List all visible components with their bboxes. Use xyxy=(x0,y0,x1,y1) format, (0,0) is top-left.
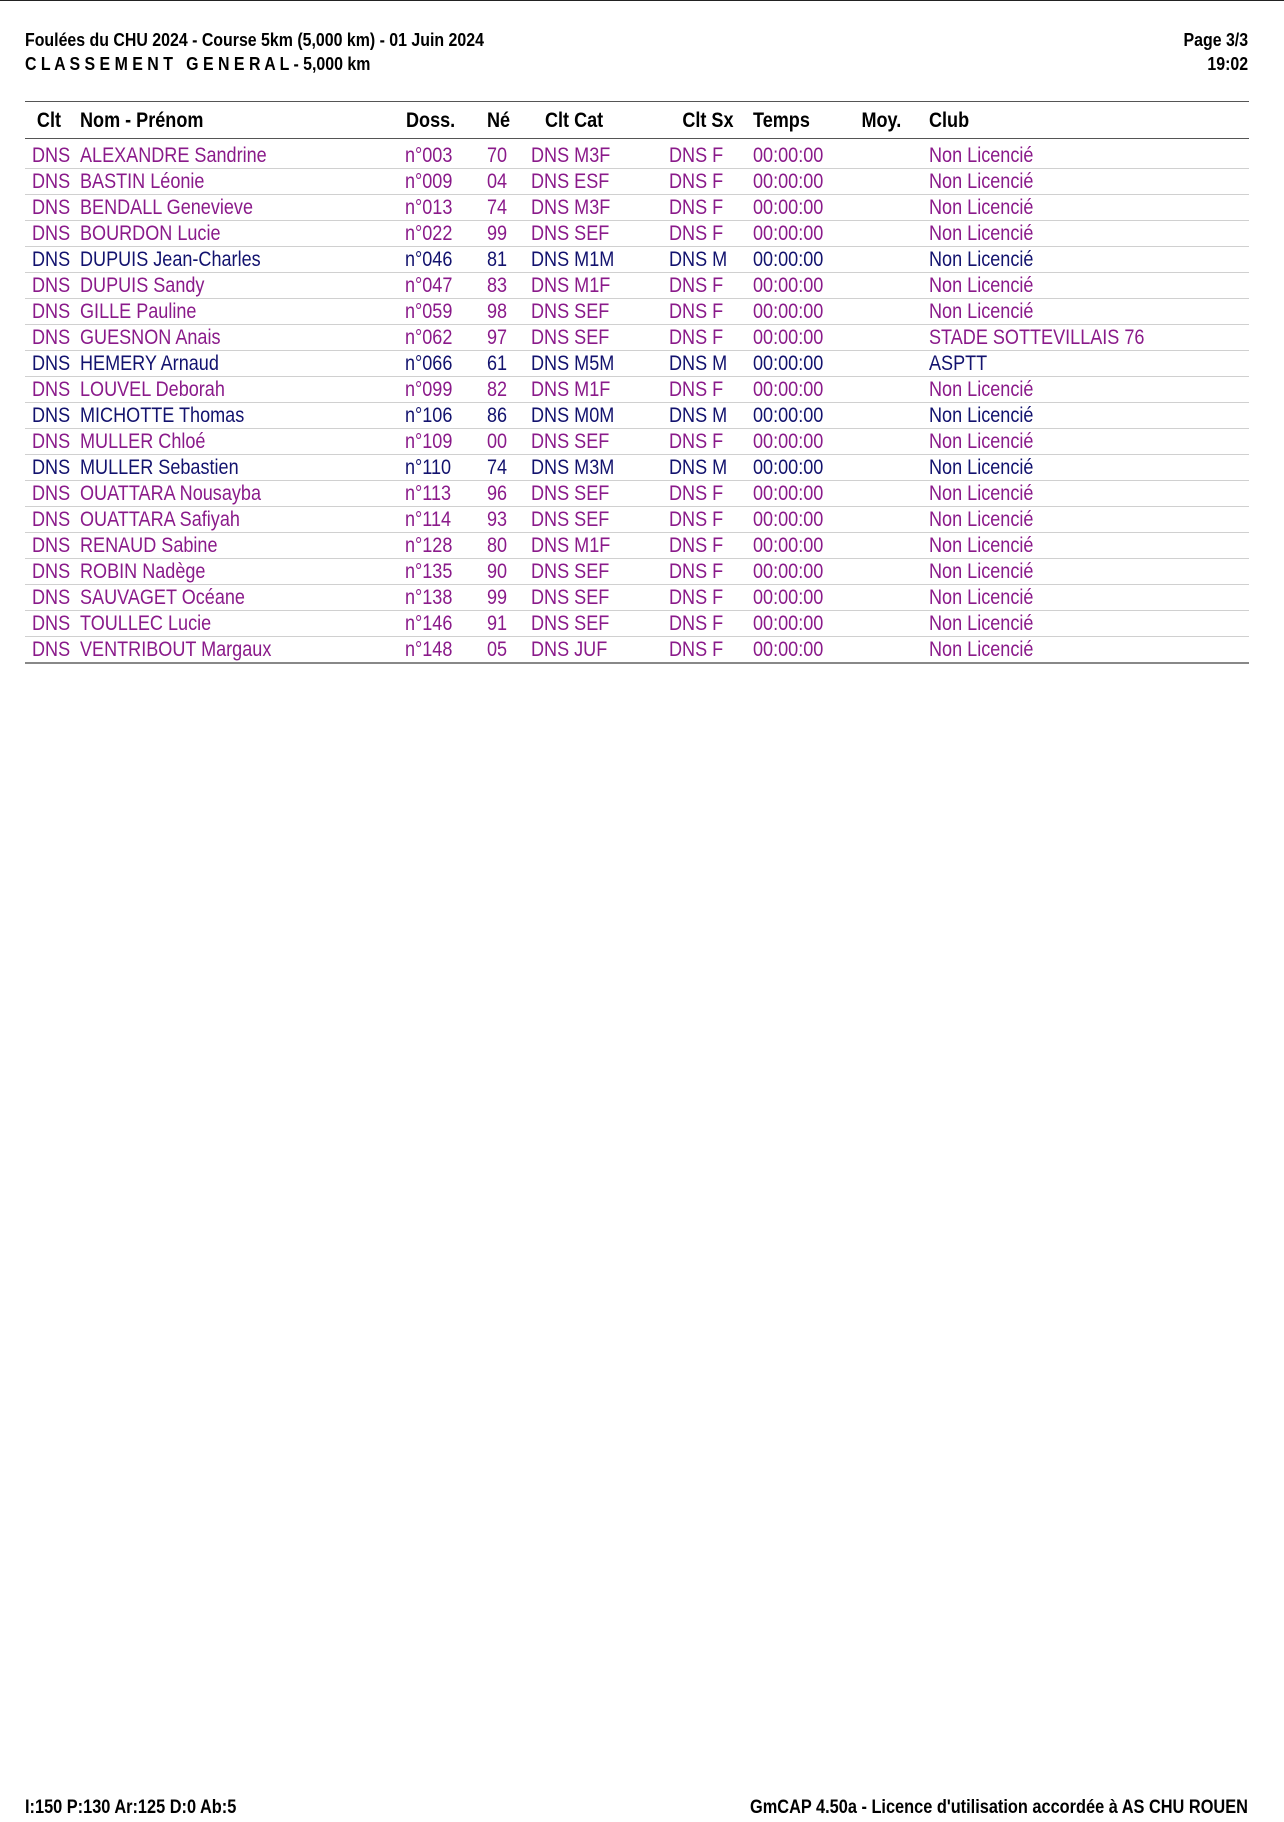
cell-doss: n°128 xyxy=(405,534,453,557)
cell-cltcat: DNS M1F xyxy=(531,378,611,401)
cell-club: Non Licencié xyxy=(929,378,1034,401)
cell-club: Non Licencié xyxy=(929,300,1034,323)
cell-cltcat: DNS SEF xyxy=(531,482,610,505)
cell-doss: n°148 xyxy=(405,638,453,661)
cell-cltcat: DNS M0M xyxy=(531,404,615,427)
cell-doss: n°046 xyxy=(405,248,453,271)
cell-cltsx: DNS F xyxy=(669,274,724,297)
table-row xyxy=(25,559,1249,585)
cell-nom: LOUVEL Deborah xyxy=(80,378,225,401)
cell-cltcat: DNS SEF xyxy=(531,300,610,323)
table-row xyxy=(25,169,1249,195)
table-row xyxy=(25,247,1249,273)
cell-cltcat: DNS SEF xyxy=(531,326,610,349)
page-number: Page 3/3 xyxy=(1183,29,1248,50)
cell-doss: n°066 xyxy=(405,352,453,375)
table-row xyxy=(25,403,1249,429)
cell-nom: MICHOTTE Thomas xyxy=(80,404,245,427)
cell-club: Non Licencié xyxy=(929,534,1034,557)
table-row xyxy=(25,299,1249,325)
cell-ne: 99 xyxy=(487,586,508,609)
cell-clt: DNS xyxy=(32,378,71,401)
cell-clt: DNS xyxy=(32,248,71,271)
cell-clt: DNS xyxy=(32,586,71,609)
cell-cltsx: DNS M xyxy=(669,248,728,271)
cell-temps: 00:00:00 xyxy=(753,560,824,583)
col-header-doss: Doss. xyxy=(406,109,456,132)
cell-nom: VENTRIBOUT Margaux xyxy=(80,638,272,661)
cell-ne: 80 xyxy=(487,534,508,557)
col-header-moy: Moy. xyxy=(861,109,901,132)
cell-cltcat: DNS M1M xyxy=(531,248,615,271)
table-row xyxy=(25,455,1249,481)
cell-temps: 00:00:00 xyxy=(753,274,824,297)
cell-clt: DNS xyxy=(32,170,71,193)
cell-nom: SAUVAGET Océane xyxy=(80,586,245,609)
cell-nom: GILLE Pauline xyxy=(80,300,197,323)
cell-cltcat: DNS SEF xyxy=(531,508,610,531)
table-row xyxy=(25,195,1249,221)
table-row xyxy=(25,377,1249,403)
cell-clt: DNS xyxy=(32,534,71,557)
cell-cltsx: DNS F xyxy=(669,144,724,167)
cell-cltsx: DNS F xyxy=(669,196,724,219)
cell-cltcat: DNS M3F xyxy=(531,196,611,219)
col-header-temps: Temps xyxy=(753,109,810,132)
cell-nom: BASTIN Léonie xyxy=(80,170,205,193)
cell-nom: MULLER Chloé xyxy=(80,430,206,453)
cell-cltsx: DNS F xyxy=(669,612,724,635)
header-left xyxy=(25,28,559,76)
cell-nom: ALEXANDRE Sandrine xyxy=(80,144,267,167)
cell-cltcat: DNS M3F xyxy=(531,144,611,167)
cell-club: Non Licencié xyxy=(929,586,1034,609)
cell-nom: BENDALL Genevieve xyxy=(80,196,254,219)
cell-ne: 86 xyxy=(487,404,508,427)
cell-club: STADE SOTTEVILLAIS 76 xyxy=(929,326,1145,349)
cell-clt: DNS xyxy=(32,196,71,219)
cell-doss: n°009 xyxy=(405,170,453,193)
footer-stats: I:150 P:130 Ar:125 D:0 Ab:5 xyxy=(25,1797,237,1818)
cell-ne: 99 xyxy=(487,222,508,245)
results-table xyxy=(25,143,1249,664)
page-subtitle: C L A S S E M E N T G E N E R A L - 5,000 km xyxy=(25,53,371,74)
cell-ne: 91 xyxy=(487,612,508,635)
cell-doss: n°059 xyxy=(405,300,453,323)
table-row xyxy=(25,507,1249,533)
cell-cltcat: DNS M1F xyxy=(531,534,611,557)
cell-doss: n°138 xyxy=(405,586,453,609)
cell-club: Non Licencié xyxy=(929,248,1034,271)
cell-temps: 00:00:00 xyxy=(753,586,824,609)
cell-cltsx: DNS M xyxy=(669,456,728,479)
cell-cltsx: DNS F xyxy=(669,222,724,245)
cell-temps: 00:00:00 xyxy=(753,170,824,193)
cell-clt: DNS xyxy=(32,508,71,531)
footer-license: GmCAP 4.50a - Licence d'utilisation accordée à AS CHU ROUEN xyxy=(750,1797,1248,1818)
cell-ne: 98 xyxy=(487,300,508,323)
cell-cltcat: DNS SEF xyxy=(531,430,610,453)
cell-cltsx: DNS F xyxy=(669,638,724,661)
cell-doss: n°047 xyxy=(405,274,453,297)
cell-nom: MULLER Sebastien xyxy=(80,456,239,479)
cell-ne: 04 xyxy=(487,170,508,193)
table-row xyxy=(25,611,1249,637)
cell-nom: RENAUD Sabine xyxy=(80,534,218,557)
cell-temps: 00:00:00 xyxy=(753,300,824,323)
cell-temps: 00:00:00 xyxy=(753,404,824,427)
table-row xyxy=(25,273,1249,299)
cell-ne: 00 xyxy=(487,430,508,453)
cell-temps: 00:00:00 xyxy=(753,248,824,271)
cell-nom: OUATTARA Safiyah xyxy=(80,508,240,531)
cell-ne: 82 xyxy=(487,378,508,401)
cell-clt: DNS xyxy=(32,560,71,583)
cell-cltcat: DNS SEF xyxy=(531,560,610,583)
cell-clt: DNS xyxy=(32,430,71,453)
cell-ne: 81 xyxy=(487,248,508,271)
cell-doss: n°114 xyxy=(405,508,452,531)
cell-cltcat: DNS SEF xyxy=(531,586,610,609)
cell-club: Non Licencié xyxy=(929,274,1034,297)
cell-club: Non Licencié xyxy=(929,170,1034,193)
cell-nom: HEMERY Arnaud xyxy=(80,352,219,375)
cell-doss: n°062 xyxy=(405,326,453,349)
page-title: Foulées du CHU 2024 - Course 5km (5,000 km) - 01 Juin 2024 xyxy=(25,29,484,50)
cell-club: Non Licencié xyxy=(929,144,1034,167)
table-row xyxy=(25,325,1249,351)
cell-temps: 00:00:00 xyxy=(753,378,824,401)
cell-doss: n°110 xyxy=(405,456,452,479)
cell-club: Non Licencié xyxy=(929,560,1034,583)
cell-cltsx: DNS M xyxy=(669,404,728,427)
table-row xyxy=(25,585,1249,611)
col-header-clt: Clt xyxy=(36,109,61,132)
cell-clt: DNS xyxy=(32,144,71,167)
cell-ne: 93 xyxy=(487,508,508,531)
cell-club: ASPTT xyxy=(929,352,988,375)
table-row xyxy=(25,429,1249,455)
cell-club: Non Licencié xyxy=(929,638,1034,661)
cell-temps: 00:00:00 xyxy=(753,326,824,349)
cell-clt: DNS xyxy=(32,326,71,349)
table-row xyxy=(25,533,1249,559)
cell-cltcat: DNS M5M xyxy=(531,352,615,375)
col-header-nom: Nom - Prénom xyxy=(80,109,204,132)
cell-doss: n°146 xyxy=(405,612,453,635)
cell-ne: 70 xyxy=(487,144,508,167)
cell-cltsx: DNS F xyxy=(669,170,724,193)
cell-temps: 00:00:00 xyxy=(753,456,824,479)
cell-clt: DNS xyxy=(32,352,71,375)
col-header-cltcat: Clt Cat xyxy=(545,109,604,132)
col-header-club: Club xyxy=(929,109,970,132)
cell-clt: DNS xyxy=(32,612,71,635)
cell-club: Non Licencié xyxy=(929,404,1034,427)
cell-cltsx: DNS F xyxy=(669,560,724,583)
cell-ne: 74 xyxy=(487,196,508,219)
table-row xyxy=(25,637,1249,664)
cell-temps: 00:00:00 xyxy=(753,482,824,505)
cell-ne: 96 xyxy=(487,482,508,505)
cell-cltcat: DNS M3M xyxy=(531,456,615,479)
table-row xyxy=(25,351,1249,377)
cell-cltcat: DNS SEF xyxy=(531,612,610,635)
cell-doss: n°106 xyxy=(405,404,453,427)
cell-club: Non Licencié xyxy=(929,456,1034,479)
table-row xyxy=(25,481,1249,507)
cell-cltsx: DNS F xyxy=(669,482,724,505)
cell-doss: n°003 xyxy=(405,144,453,167)
cell-nom: ROBIN Nadège xyxy=(80,560,206,583)
cell-cltsx: DNS M xyxy=(669,352,728,375)
cell-club: Non Licencié xyxy=(929,222,1034,245)
cell-cltsx: DNS F xyxy=(669,586,724,609)
cell-clt: DNS xyxy=(32,222,71,245)
cell-temps: 00:00:00 xyxy=(753,352,824,375)
cell-temps: 00:00:00 xyxy=(753,534,824,557)
table-row xyxy=(25,143,1249,169)
cell-nom: GUESNON Anais xyxy=(80,326,221,349)
col-header-ne: Né xyxy=(487,109,511,132)
cell-nom: DUPUIS Sandy xyxy=(80,274,205,297)
cell-temps: 00:00:00 xyxy=(753,638,824,661)
cell-ne: 97 xyxy=(487,326,508,349)
cell-doss: n°099 xyxy=(405,378,453,401)
print-time: 19:02 xyxy=(1207,53,1248,74)
cell-clt: DNS xyxy=(32,482,71,505)
cell-cltsx: DNS F xyxy=(669,430,724,453)
cell-cltsx: DNS F xyxy=(669,378,724,401)
cell-cltcat: DNS M1F xyxy=(531,274,611,297)
cell-clt: DNS xyxy=(32,300,71,323)
cell-temps: 00:00:00 xyxy=(753,222,824,245)
cell-doss: n°013 xyxy=(405,196,453,219)
cell-cltsx: DNS F xyxy=(669,508,724,531)
cell-nom: BOURDON Lucie xyxy=(80,222,221,245)
cell-club: Non Licencié xyxy=(929,196,1034,219)
cell-club: Non Licencié xyxy=(929,508,1034,531)
cell-doss: n°109 xyxy=(405,430,453,453)
cell-club: Non Licencié xyxy=(929,612,1034,635)
col-header-cltsx: Clt Sx xyxy=(682,109,734,132)
cell-temps: 00:00:00 xyxy=(753,508,824,531)
cell-clt: DNS xyxy=(32,638,71,661)
cell-clt: DNS xyxy=(32,274,71,297)
header-right xyxy=(1173,28,1248,76)
cell-nom: OUATTARA Nousayba xyxy=(80,482,262,505)
cell-temps: 00:00:00 xyxy=(753,612,824,635)
cell-clt: DNS xyxy=(32,404,71,427)
cell-cltsx: DNS F xyxy=(669,534,724,557)
cell-ne: 90 xyxy=(487,560,508,583)
cell-temps: 00:00:00 xyxy=(753,430,824,453)
cell-doss: n°113 xyxy=(405,482,452,505)
cell-clt: DNS xyxy=(32,456,71,479)
cell-club: Non Licencié xyxy=(929,430,1034,453)
cell-temps: 00:00:00 xyxy=(753,144,824,167)
table-top-rule xyxy=(25,101,1249,102)
cell-ne: 83 xyxy=(487,274,508,297)
page-header xyxy=(25,28,1248,78)
cell-ne: 61 xyxy=(487,352,508,375)
cell-ne: 74 xyxy=(487,456,508,479)
cell-temps: 00:00:00 xyxy=(753,196,824,219)
cell-cltsx: DNS F xyxy=(669,326,724,349)
cell-cltcat: DNS JUF xyxy=(531,638,608,661)
cell-doss: n°135 xyxy=(405,560,453,583)
table-row xyxy=(25,221,1249,247)
top-border-line xyxy=(0,0,1284,1)
cell-cltcat: DNS SEF xyxy=(531,222,610,245)
cell-doss: n°022 xyxy=(405,222,453,245)
cell-cltcat: DNS ESF xyxy=(531,170,610,193)
cell-nom: DUPUIS Jean-Charles xyxy=(80,248,261,271)
cell-ne: 05 xyxy=(487,638,508,661)
table-header-rule xyxy=(25,138,1249,139)
cell-club: Non Licencié xyxy=(929,482,1034,505)
cell-nom: TOULLEC Lucie xyxy=(80,612,212,635)
cell-cltsx: DNS F xyxy=(669,300,724,323)
